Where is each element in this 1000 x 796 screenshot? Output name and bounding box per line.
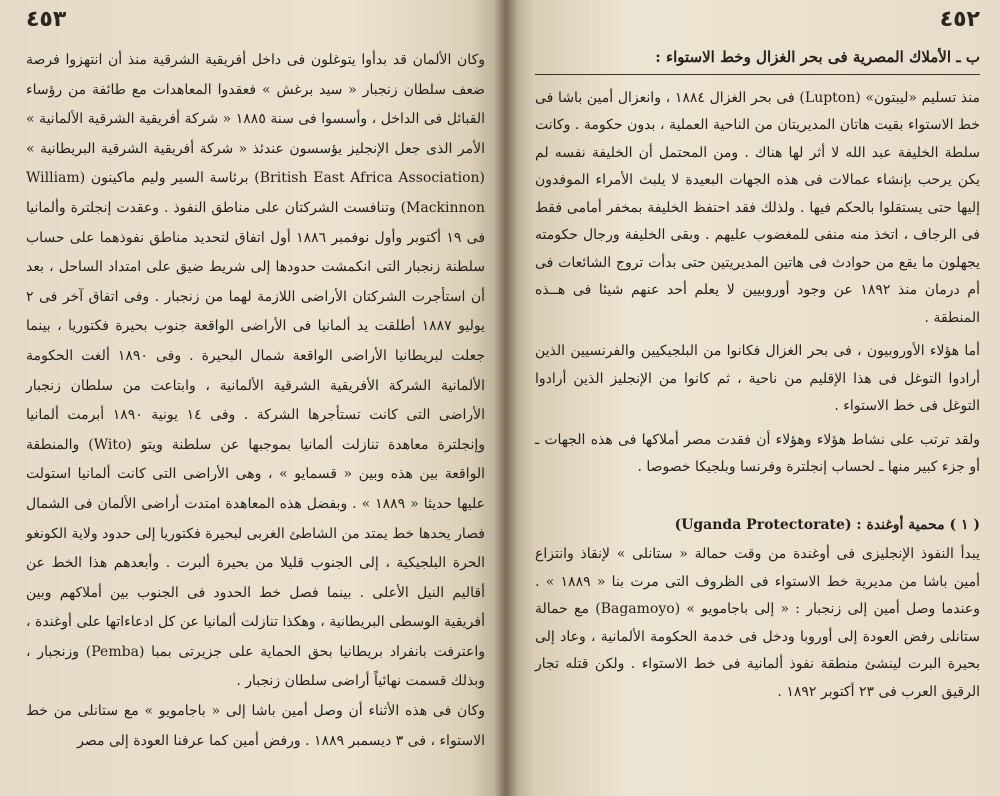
- paragraph: أما هؤلاء الأوروبيون ، فى بحر الغزال فكانوا من البلجيكيين والفرنسيين الذين أرادوا التوغل فى هذا الإقليم من ناحية ، ثم كانوا من الإنجليز الذين أرادوا التوغل فى خط الاستواء .: [535, 343, 980, 414]
- paragraph: منذ تسليم «ليبتون» (Lupton) فى بحر الغزال ١٨٨٤ ، وانعزال أمين باشا فى خط الاستواء بقيت هاتان المديريتان من الناحية العملية ، بدون حكومة . وكانت سلطة الخليفة عبد الله لا أثر لها هناك . ومن المحتمل أن الخليفة نفسه لم يكن يرحب بإنشاء عمالات فى هذه الجهات البعيدة لا يلبث الأمراء الموفدون إليها حتى يستقلوا بالحكم فيها . ولذلك فقد احتفظ الخليفة بمخفر أمامى فقط فى الرجاف ، اتخذ منه منفى للمغضوب عليهم . وبقى الخليفة ورجال حكومته يجهلون ما يقع من حوادث فى هاتين المديريتين حتى بدأت تروج الشائعات فى أم درمان منذ ١٨٩٢ عن وجود أوروبيين لا يعلم أحد عنهم شيئا فى هــذه المنطقة .: [535, 89, 981, 326]
- paragraph: وكان الألمان قد بدأوا يتوغلون فى داخل أفريقية الشرقية منذ أن انتهزوا فرصة ضعف سلطان زنجبار « سيد برغش » فعقدوا المعاهدات مع طائفة من رؤساء القبائل فى الداخل ، وأسسوا فى سنة ١٨٨٥ « شركة أفريقية الشرقية الألمانية » الأمر الذى جعل الإنجليز يؤسسون عندئذ « شركة أفريقية الشرقية البريطانية » (British East Africa Association) برئاسة السير وليم ماكينون (William Mackinnon) وتنافست الشركتان على مناطق النفوذ . وعقدت إنجلترة وألمانيا فى ١٩ أكتوبر وأول نوفمبر ١٨٨٦ أول اتفاق لتحديد مناطق نفوذهما على حساب سلطنة زنجبار التى انكمشت حدودها إلى شريط ضيق على امتداد الساحل ، بعد أن استأجرت الشركتان الأراضى اللازمة لهما من زنجبار . وفى اتفاق آخر فى ٢ يوليو ١٨٨٧ أطلقت يد ألمانيا فى الأراضى الواقعة جنوب بحيرة فكتوريا ، بينما جعلت لبريطانيا الأراضى الواقعة شمال البحيرة . وفى ١٨٩٠ ألغت الحكومة الألمانية الشركة الأفريقية الشرقية الألمانية ، وابتاعت من سلطان زنجبار الأراضى التى كانت تستأجرها الشركة . وفى ١٤ يونية ١٨٩٠ أبرمت ألمانيا وإنجلترة معاهدة تنازلت ألمانيا بموجبها عن سلطنة ويتو (Wito) والمنطقة الواقعة بين هذه وبين « قسمايو » ، وهى الأراضى التى كانت ألمانيا استولت عليها حديثا « ١٨٨٩ » . وبفضل هذه المعاهدة امتدت أراضى الألمان فى الشمال فصار يحدها خط يمتد من الشاطئ الغربى لبحيرة فكتوريا إلى حدود ولاية الكونغو الحرة البلجيكية ، إلى الجنوب قليلا من بحيرة ألبرت . وأبعدهم هذا الخط عن أقاليم النيل الأعلى . بينما فصل خط الحدود فى الجنوب بين أملاكهم وبين أفريقية الوسطى البريطانية ، وهكذا تنازلت ألمانيا عن كل ادعاءاتها على أوغندة ، واعترفت بانفراد بريطانيا بحق الحماية على جزيرتى بمبا (Pemba) وزنجبار ، وبذلك قسمت نهائياً أراضى سلطان زنجبار .: [26, 52, 486, 690]
- section-heading: ب ـ الأملاك المصرية فى بحر الغزال وخط الاستواء :: [535, 44, 980, 75]
- left-page-body: [26, 46, 485, 756]
- paragraph: ولقد ترتب على نشاط هؤلاء وهؤلاء أن فقدت مصر أملاكها فى هذه الجهات ـ أو جزء كبير منها ـ لحساب إنجلترة وفرنسا وبلجيكا خصوصا .: [535, 431, 980, 475]
- page-number-right: ٤٥٢: [939, 7, 980, 32]
- right-page-body: [535, 44, 980, 706]
- page-number-left: ٤٥٣: [26, 7, 67, 32]
- subsection-heading: ( ١ ) محمية أوغندة : (Uganda Protectorate): [674, 516, 980, 533]
- paragraph: يبدأ النفوذ الإنجليزى فى أوغندة من وقت حمالة « ستانلى » لإنقاذ وانتزاع أمين باشا من مديرية خط الاستواء فى الظروف التى مرت بنا « ١٨٨٩ » . وعندما وصل أمين إلى زنجبار : « إلى باجامويو » (Bagamoyo) مع حمالة ستانلى رفض العودة إلى أوروبا ودخل فى خدمة الحكومة الألمانية ، وعاد إلى بحيرة البرت لينشئ منطقة نفوذ ألمانية فى خط الاستواء . ولكن قتله تجار الرقيق العرب فى ٢٣ أكتوبر ١٨٩٢ .: [535, 546, 980, 700]
- paragraph: وكان فى هذه الأثناء أن وصل أمين باشا إلى « باجامويو » مع ستانلى من خط الاستواء ، فى ٣ ديسمبر ١٨٨٩ . ورفض أمين كما عرفنا العودة إلى مصر: [26, 703, 485, 749]
- book-gutter: [494, 0, 518, 796]
- right-page: [505, 0, 1000, 796]
